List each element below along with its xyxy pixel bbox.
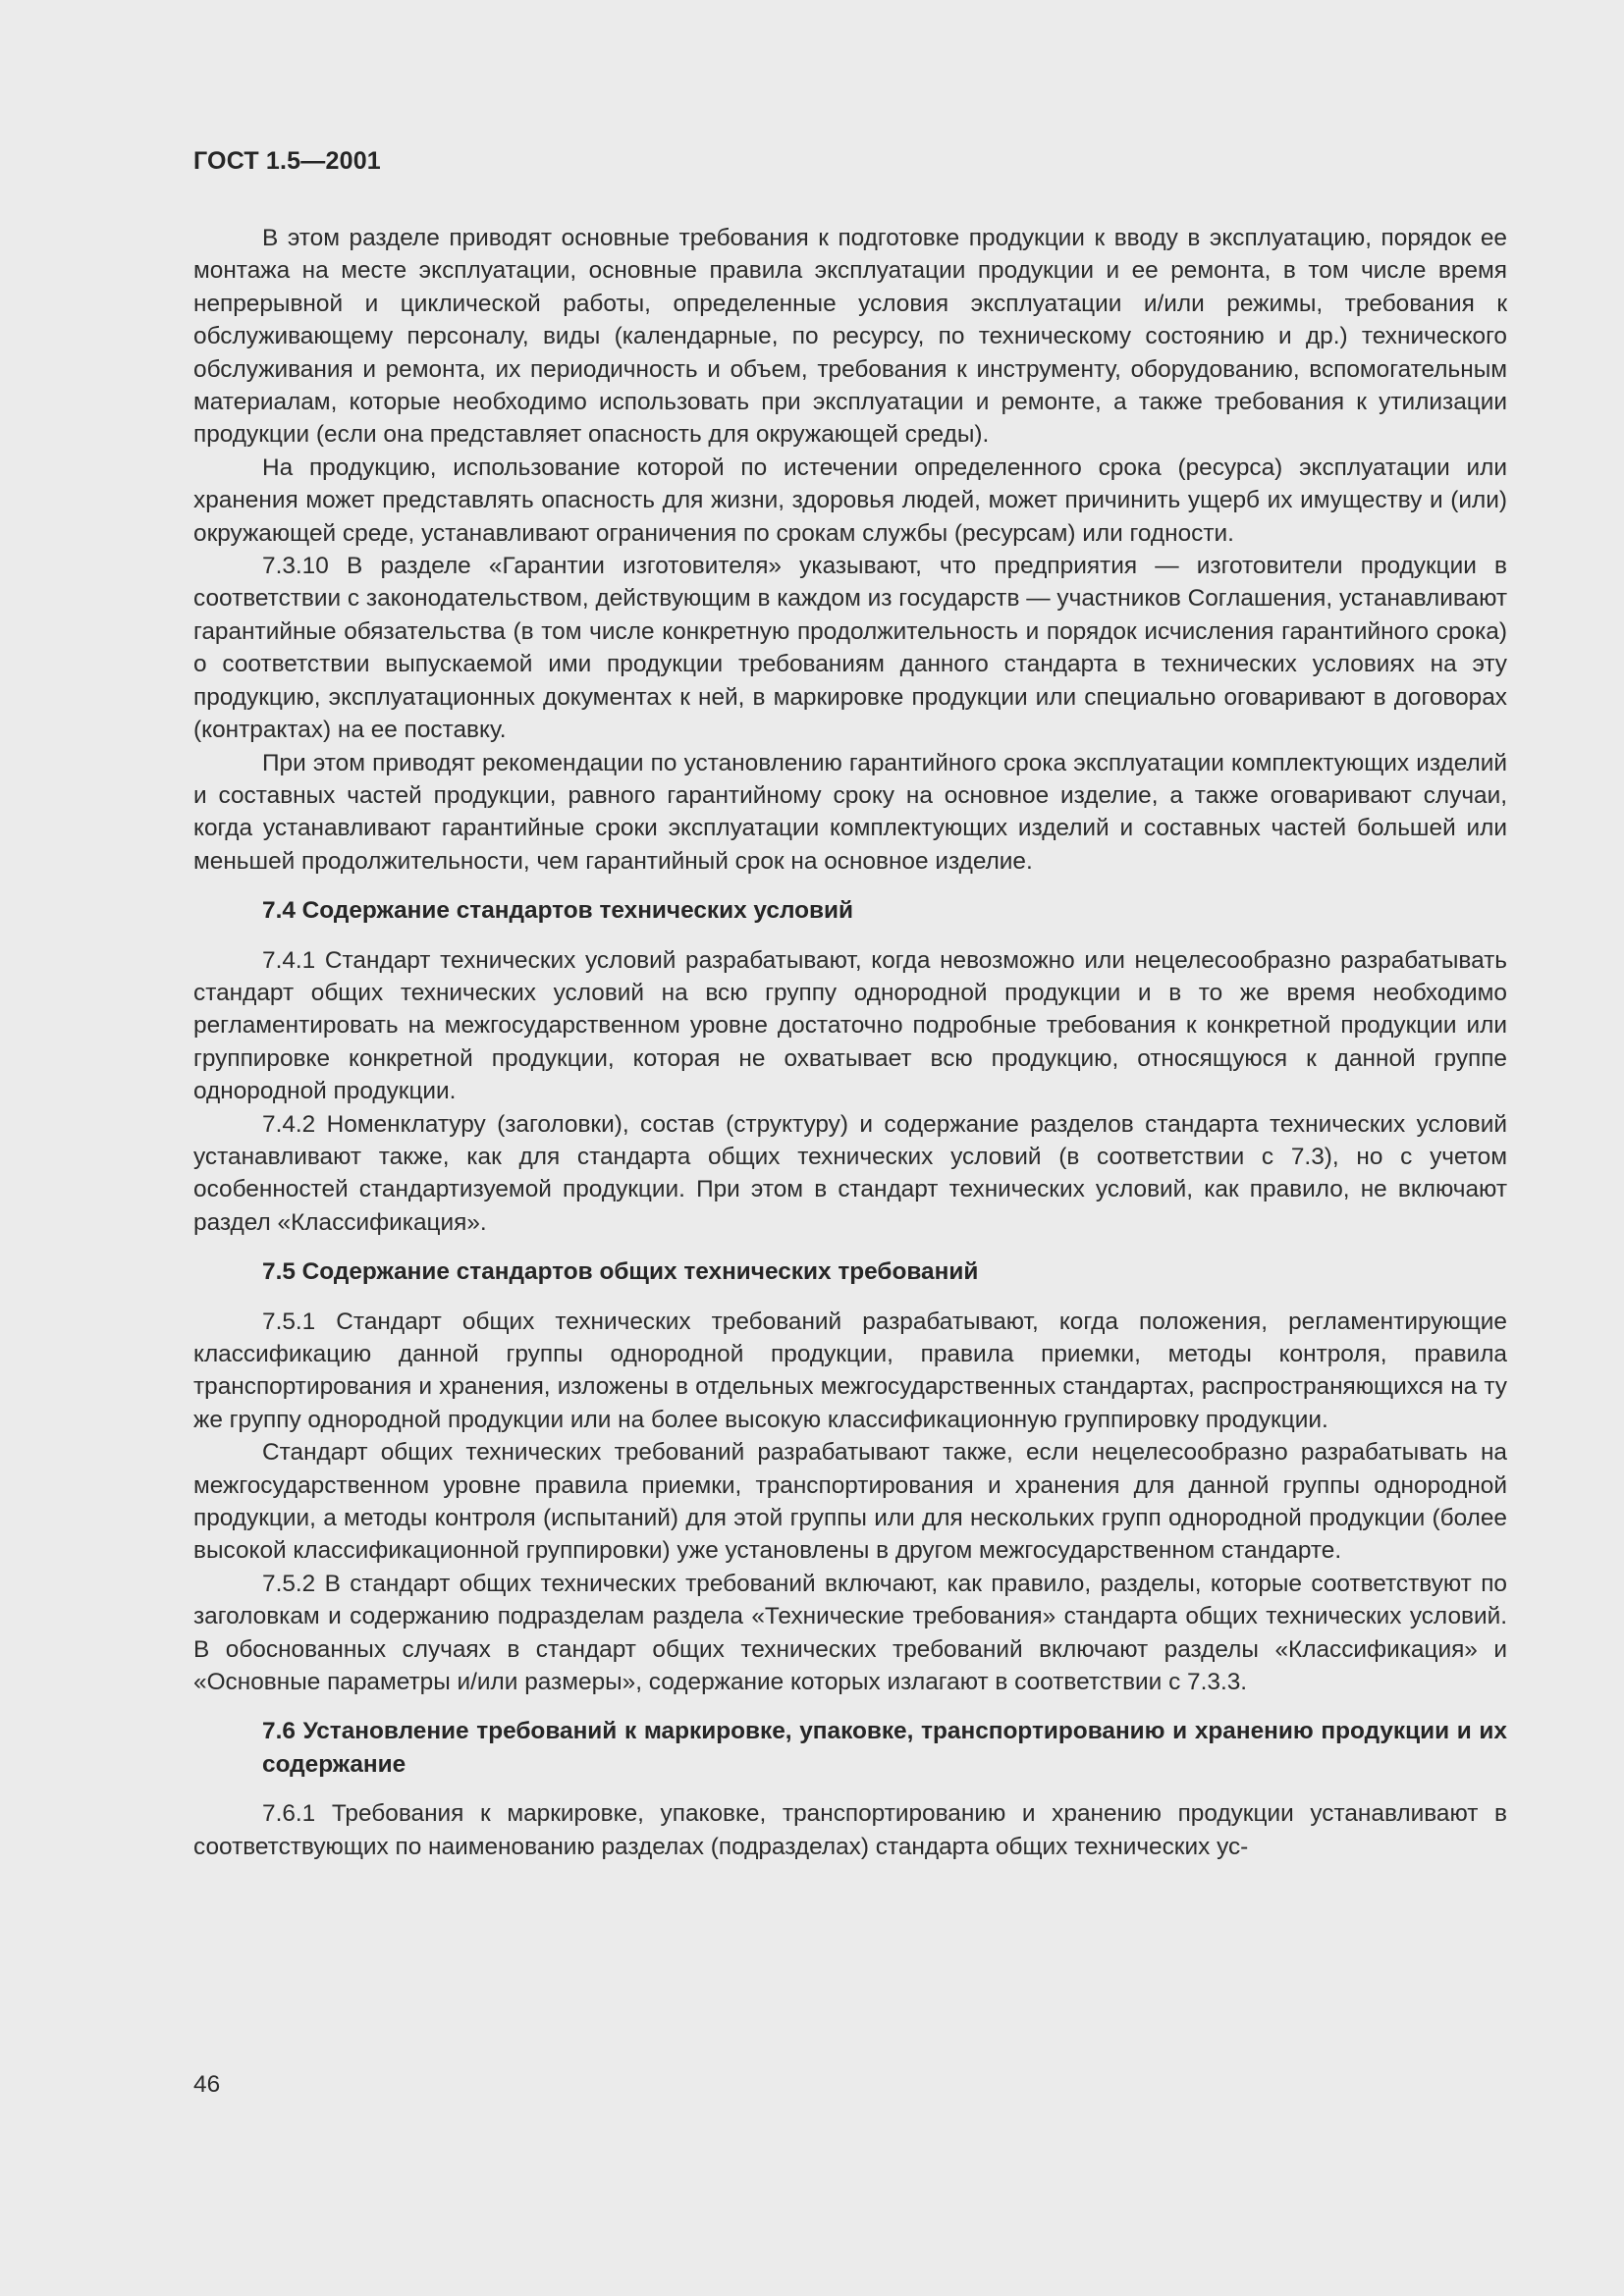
section-heading-7-4: 7.4 Содержание стандартов технических условий (262, 897, 854, 925)
paragraph: При этом приводят рекомендации по установлению гарантийного срока эксплуатации комплектующих изделий и составных частей продукции, равного гарантийному сроку на основное изделие, а также оговаривают случаи, когда устанавливают гарантийные сроки эксплуатации комплектующих изделий и составных частей большей или меньшей продолжительности, чем гарантийный срок на основное изделие. (193, 749, 1507, 875)
document-header: ГОСТ 1.5—2001 (193, 147, 381, 175)
section-heading-7-6: 7.6 Установление требований к маркировке, упаковке, транспортированию и хранению продукции и их содержание (262, 1718, 1507, 1778)
paragraph: На продукцию, использование которой по истечении определенного срока (ресурса) эксплуатации или хранения может представлять опасность для жизни, здоровья людей, может причинить ущерб их имуществу и (или) окружающей среде, устанавливают ограничения по срокам службы (ресурсам) или годности. (193, 454, 1507, 547)
paragraph: 7.4.1 Стандарт технических условий разрабатывают, когда невозможно или нецелесообразно разрабатывать стандарт общих технических условий на всю группу однородной продукции и в то же время необходимо регламентировать на межгосударственном уровне достаточно подробные требования к конкретной продукции или группировке конкретной продукции, которая не охватывает всю продукцию, относящуюся к данной группе однородной продукции. (193, 946, 1507, 1105)
paragraph: 7.5.2 В стандарт общих технических требований включают, как правило, разделы, которые соответствуют по заголовкам и содержанию подразделам раздела «Технические требования» стандарта общих технических условий. В обоснованных случаях в стандарт общих технических требований включают разделы «Классификация» и «Основные параметры и/или размеры», содержание которых излагают в соответствии с 7.3.3. (193, 1570, 1507, 1696)
page-number: 46 (193, 2071, 221, 2098)
paragraph: 7.4.2 Номенклатуру (заголовки), состав (структуру) и содержание разделов стандарта технических условий устанавливают также, как для стандарта общих технических условий (в соответствии с 7.3), но с учетом особенностей стандартизуемой продукции. При этом в стандарт технических условий, как правило, не включают раздел «Классификация». (193, 1110, 1507, 1236)
paragraph: В этом разделе приводят основные требования к подготовке продукции к вводу в эксплуатацию, порядок ее монтажа на месте эксплуатации, основные правила эксплуатации продукции и ее ремонта, в том числе время непрерывной и циклической работы, определенные условия эксплуатации и/или режимы, требования к обслуживающему персоналу, виды (календарные, по ресурсу, по техническому состоянию и др.) технического обслуживания и ремонта, их периодичность и объем, требования к инструменту, оборудованию, вспомогательным материалам, которые необходимо использовать при эксплуатации и ремонте, а также требования к утилизации продукции (если она представляет опасность для окружающей среды). (193, 225, 1507, 449)
section-heading-7-5: 7.5 Содержание стандартов общих технических требований (262, 1258, 979, 1286)
document-body (193, 222, 1507, 1863)
paragraph: 7.3.10 В разделе «Гарантии изготовителя» указывают, что предприятия — изготовители продукции в соответствии с законодательством, действующим в каждом из государств — участников Соглашения, устанавливают гарантийные обязательства (в том числе конкретную продолжительность и порядок исчисления гарантийного срока) о соответствии выпускаемой ими продукции требованиям данного стандарта в технических условиях на эту продукцию, эксплуатационных документах к ней, в маркировке продукции или специально оговаривают в договорах (контрактах) на ее поставку. (193, 553, 1507, 744)
paragraph: 7.5.1 Стандарт общих технических требований разрабатывают, когда положения, регламентирующие классификацию данной группы однородной продукции, правила приемки, методы контроля, правила транспортирования и хранения, изложены в отдельных межгосударственных стандартах, распространяющихся на ту же группу однородной продукции или на более высокую классификационную группировку продукции. (193, 1308, 1507, 1433)
paragraph: Стандарт общих технических требований разрабатывают также, если нецелесообразно разрабатывать на межгосударственном уровне правила приемки, транспортирования и хранения для данной группы однородной продукции, а методы контроля (испытаний) для этой группы или для нескольких групп однородной продукции (более высокой классификационной группировки) уже установлены в другом межгосударственном стандарте. (193, 1439, 1507, 1565)
paragraph: 7.6.1 Требования к маркировке, упаковке, транспортированию и хранению продукции устанавливают в соответствующих по наименованию разделах (подразделах) стандарта общих технических ус- (193, 1800, 1507, 1860)
